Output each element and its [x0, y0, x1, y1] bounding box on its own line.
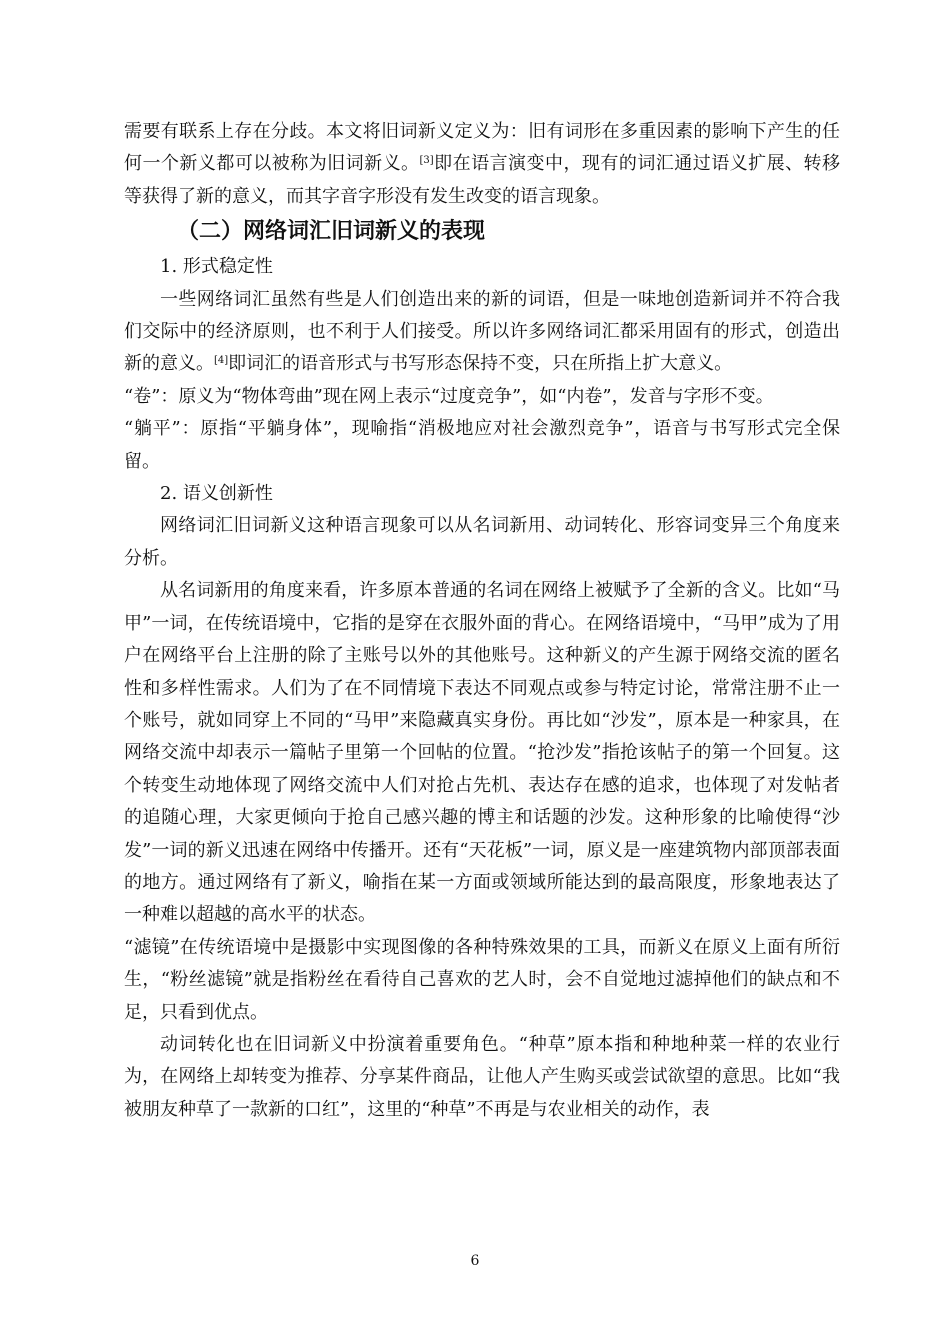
- paragraph-text: 需要有联系上存在分歧。本文将旧词新义定义为：旧有词形在多重因素的影响下产生的任何一个新义都可以被称为旧词新义。: [124, 121, 840, 175]
- paragraph-text-continued: 即词汇的语音形式与书写形态保持不变，只在所指上扩大意义。: [228, 353, 733, 375]
- paragraph-filter-example: “滤镜”在传统语境中是摄影中实现图像的各种特殊效果的工具，而新义在原义上面有所衍生，“粉丝滤镜”就是指粉丝在看待自己喜欢的艺人时，会不自觉地过滤掉他们的缺点和不足，只看到优点。: [124, 936, 840, 1023]
- paragraph-definition: [124, 116, 840, 213]
- subheading-form-stability: 1. 形式稳定性: [160, 256, 273, 278]
- citation-3: [3]: [419, 155, 434, 167]
- citation-4: [4]: [214, 355, 229, 367]
- paragraph-analysis-angles: 网络词汇旧词新义这种语言现象可以从名词新用、动词转化、形容词变异三个角度来分析。: [124, 515, 840, 569]
- page-number: 6: [470, 1253, 480, 1269]
- paragraph-text: 一些网络词汇虽然有些是人们创造出来的新的词语，但是一味地创造新词并不符合我们交际中的经济原则，也不利于人们接受。所以许多网络词汇都采用固有的形式，创造出新的意义。: [124, 288, 840, 375]
- section-heading: （二）网络词汇旧词新义的表现: [177, 219, 486, 245]
- paragraph-tangping-example: “躺平”：原指“平躺身体”，现喻指“消极地应对社会激烈竞争”，语音与书写形式完全保留。: [124, 418, 840, 472]
- paragraph-text-continued: 即在语言演变中，现有的词汇通过语义扩展、转移等获得了新的意义，而其字音字形没有发生改变的语言现象。: [124, 153, 841, 207]
- subheading-semantic-innovation: 2. 语义创新性: [160, 483, 273, 505]
- paragraph-form-stability: [124, 284, 840, 381]
- page-body: [124, 116, 840, 1126]
- paragraph-noun-new-use: 从名词新用的角度来看，许多原本普通的名词在网络上被赋予了全新的含义。比如“马甲”一词，在传统语境中，它指的是穿在衣服外面的背心。在网络语境中，“马甲”成为了用户在网络平台上注册的除了主账号以外的其他账号。这种新义的产生源于网络交流的匿名性和多样性需求。人们为了在不同情境下表达不同观点或参与特定讨论，常常注册不止一个账号，就如同穿上不同的“马甲”来隐藏真实身份。再比如“沙发”，原本是一种家具，在网络交流中却表示一篇帖子里第一个回帖的位置。“抢沙发”指抢该帖子的第一个回复。这个转变生动地体现了网络交流中人们对抢占先机、表达存在感的追求，也体现了对发帖者的追随心理，大家更倾向于抢自己感兴趣的博主和话题的沙发。这种形象的比喻使得“沙发”一词的新义迅速在网络中传播开。还有“天花板”一词，原义是一座建筑物内部顶部表面的地方。通过网络有了新义，喻指在某一方面或领域所能达到的最高限度，形象地表达了一种难以超越的高水平的状态。: [124, 580, 840, 926]
- paragraph-juan-example: “卷”：原义为“物体弯曲”现在网上表示“过度竞争”，如“内卷”，发音与字形不变。: [124, 385, 774, 407]
- paragraph-verb-conversion: 动词转化也在旧词新义中扮演着重要角色。“种草”原本指和种地种菜一样的农业行为，在网络上却转变为推荐、分享某件商品，让他人产生购买或尝试欲望的意思。比如“我被朋友种草了一款新的口红”，这里的“种草”不再是与农业相关的动作，表: [124, 1033, 840, 1120]
